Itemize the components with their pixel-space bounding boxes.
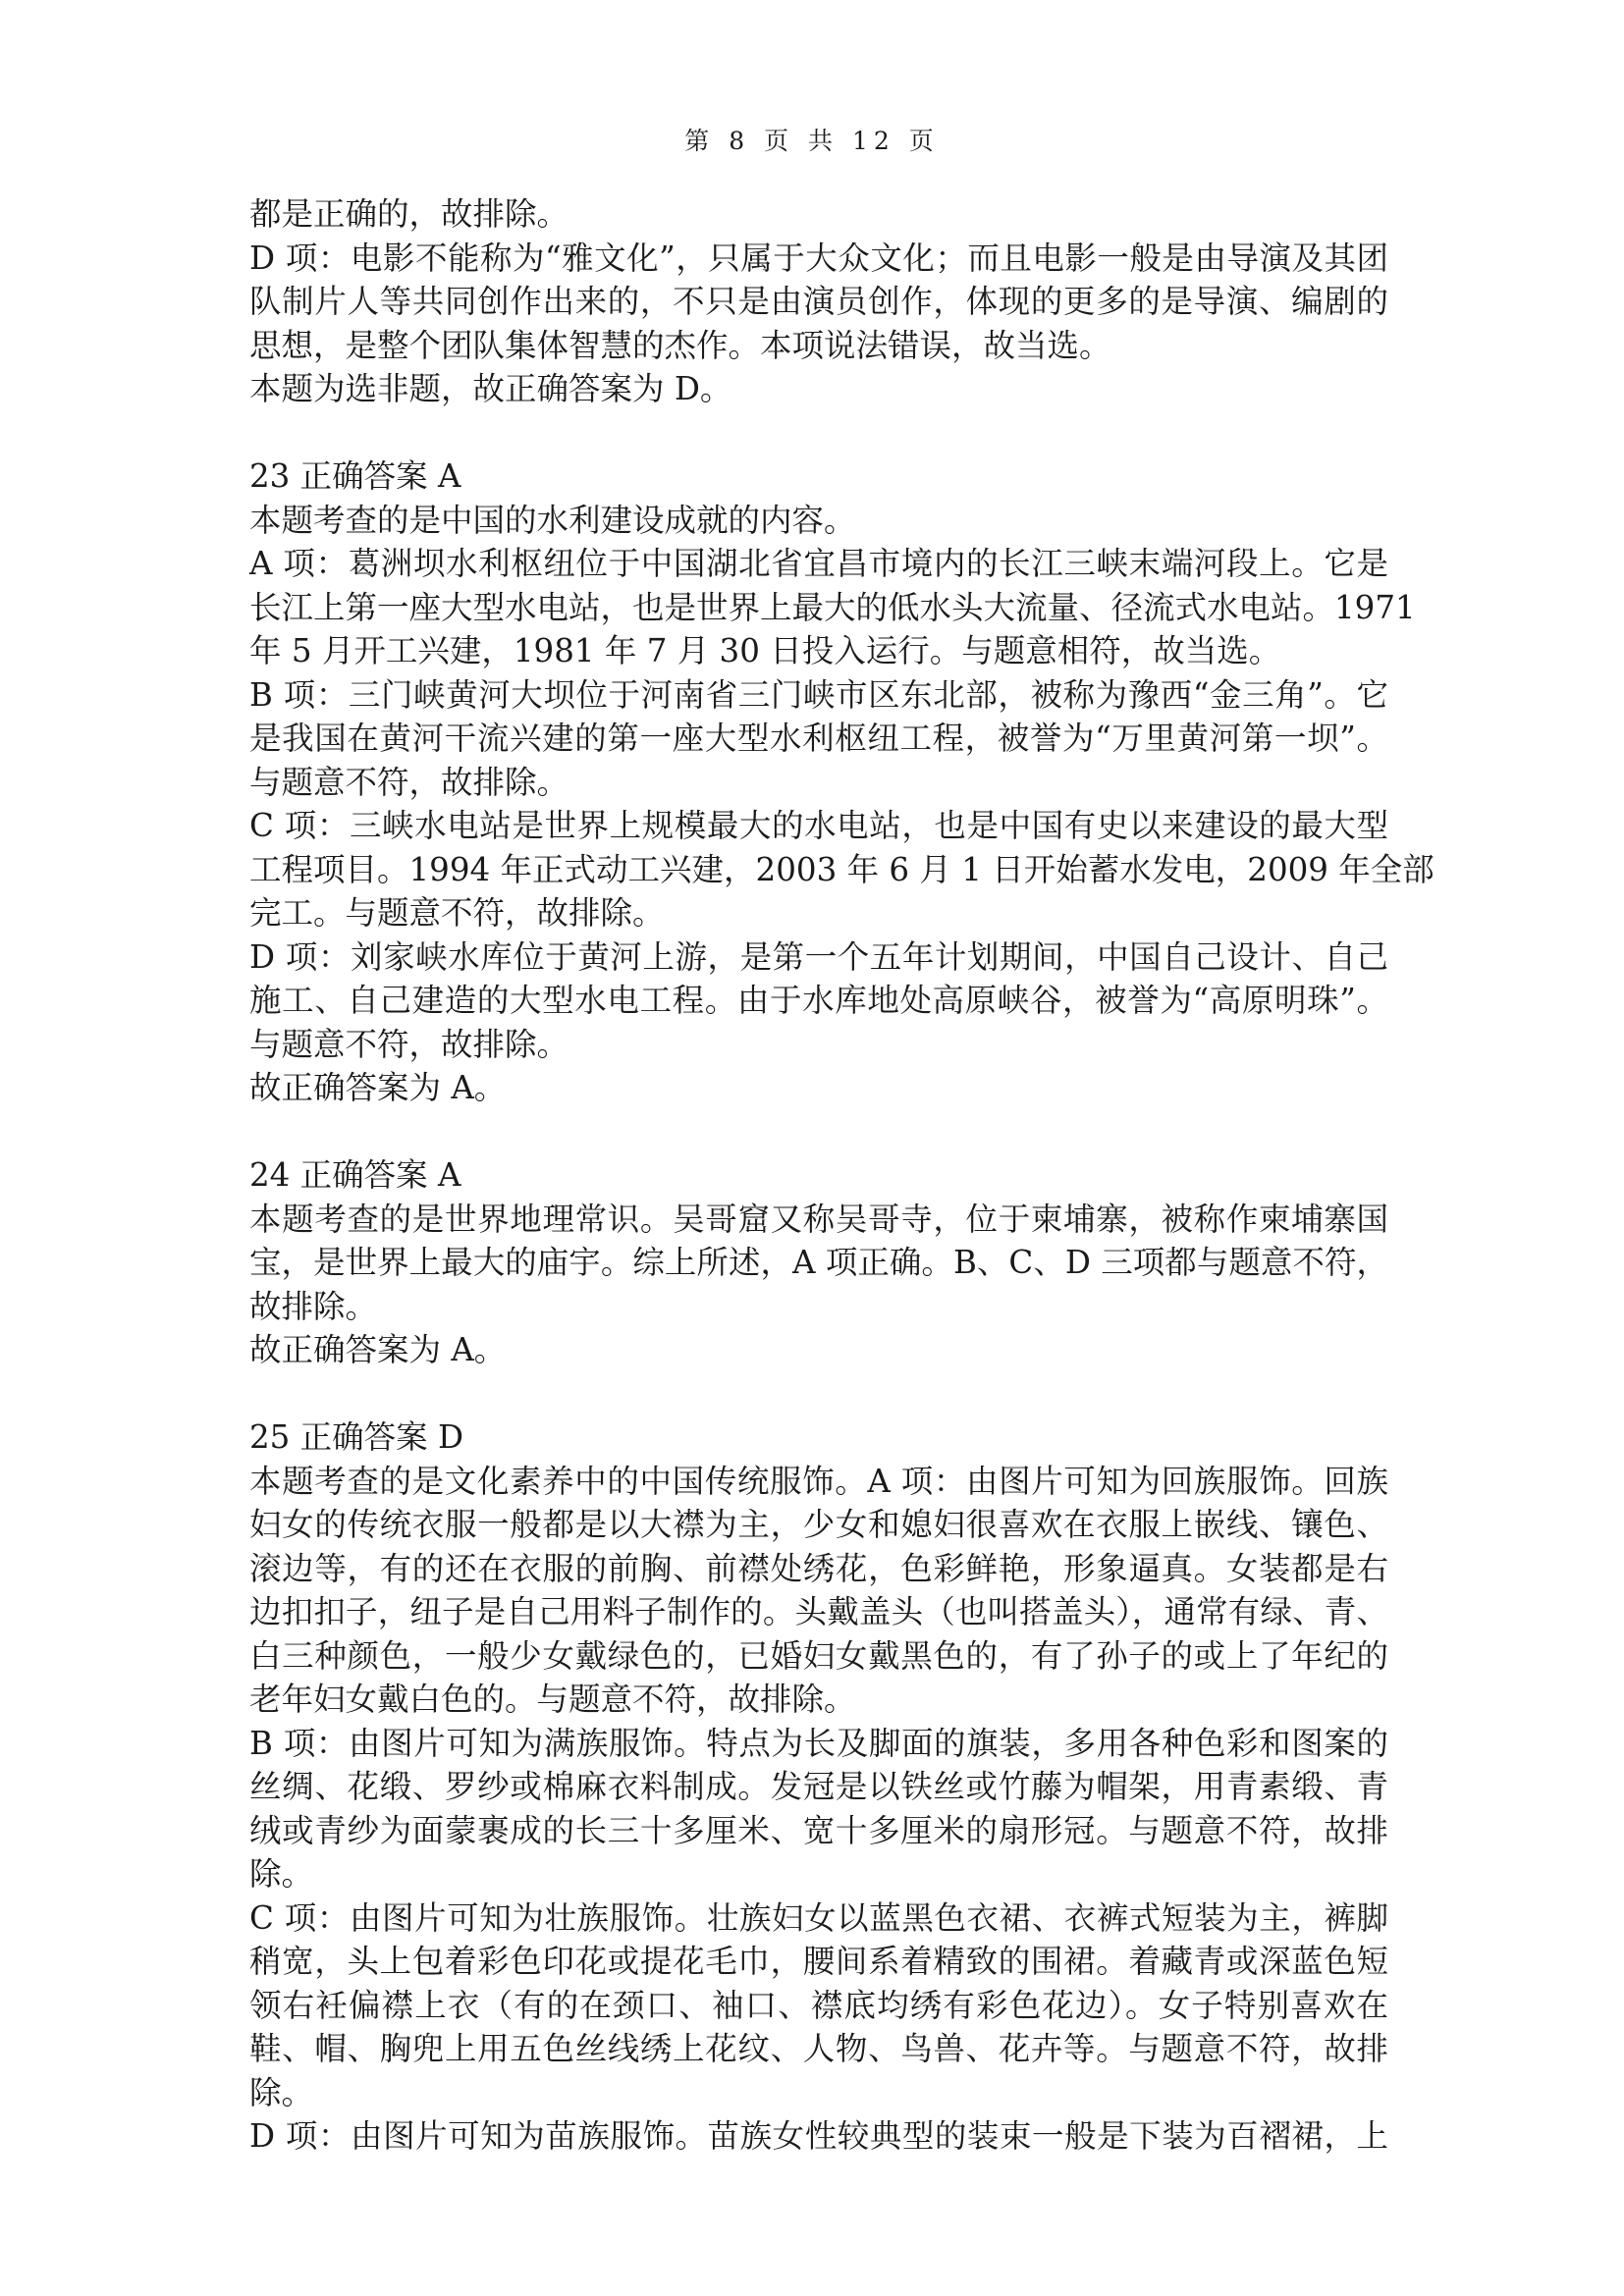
text-line: 领右衽偏襟上衣（有的在颈口、袖口、襟底均绣有彩色花边）。女子特别喜欢在 xyxy=(249,1986,1388,2024)
answer-heading: 24 正确答案 A xyxy=(249,1156,461,1194)
text-line: A 项：葛洲坝水利枢纽位于中国湖北省宜昌市境内的长江三峡末端河段上。它是 xyxy=(249,545,1388,582)
text-line: 故正确答案为 A。 xyxy=(249,1331,507,1368)
text-line: 故排除。 xyxy=(249,1287,378,1325)
text-line: D 项：刘家峡水库位于黄河上游，是第一个五年计划期间，中国自己设计、自己 xyxy=(249,937,1388,976)
page-number-header: 第 8 页 共 12 页 xyxy=(684,127,940,155)
text-line: C 项：三峡水电站是世界上规模最大的水电站，也是中国有史以来建设的最大型 xyxy=(249,807,1388,844)
text-line: 与题意不符，故排除。 xyxy=(249,763,569,801)
text-line: 队制片人等共同创作出来的，不只是由演员创作，体现的更多的是导演、编剧的 xyxy=(249,283,1388,320)
text-line: 与题意不符，故排除。 xyxy=(249,1025,569,1063)
text-line: 完工。与题意不符，故排除。 xyxy=(249,894,665,932)
answer-heading: 25 正确答案 D xyxy=(249,1418,464,1456)
text-line: 绒或青纱为面蒙裹成的长三十多厘米、宽十多厘米的扇形冠。与题意不符，故排 xyxy=(249,1811,1388,1849)
text-line: 本题考查的是世界地理常识。吴哥窟又称吴哥寺，位于柬埔寨，被称作柬埔寨国 xyxy=(249,1200,1388,1238)
text-line: C 项：由图片可知为壮族服饰。壮族妇女以蓝黑色衣裙、衣裤式短装为主，裤脚 xyxy=(249,1898,1388,1937)
answer-heading: 23 正确答案 A xyxy=(249,457,461,495)
text-line: 丝绸、花缎、罗纱或棉麻衣料制成。发冠是以铁丝或竹藤为帽架，用青素缎、青 xyxy=(249,1768,1388,1805)
text-line: 是我国在黄河干流兴建的第一座大型水利枢纽工程，被誉为“万里黄河第一坝”。 xyxy=(249,720,1388,757)
text-line: 思想，是整个团队集体智慧的杰作。本项说法错误，故当选。 xyxy=(249,326,1111,364)
text-line: B 项：三门峡黄河大坝位于河南省三门峡市区东北部，被称为豫西“金三角”。它 xyxy=(249,675,1388,714)
answer-section xyxy=(249,1415,1388,2159)
text-line: D 项：由图片可知为苗族服饰。苗族女性较典型的装束一般是下装为百褶裙，上 xyxy=(249,2117,1388,2155)
text-line: 故正确答案为 A。 xyxy=(249,1069,507,1106)
text-line: 本题为选非题，故正确答案为 D。 xyxy=(249,370,732,407)
text-line: 年 5 月开工兴建，1981 年 7 月 30 日投入运行。与题意相符，故当选。 xyxy=(249,632,1281,669)
text-line: 宝，是世界上最大的庙宇。综上所述，A 项正确。B、C、D 三项都与题意不符， xyxy=(249,1244,1388,1281)
text-line: 除。 xyxy=(249,1855,314,1893)
text-line: D 项：电影不能称为“雅文化”，只属于大众文化；而且电影一般是由导演及其团 xyxy=(249,239,1388,277)
text-line: 都是正确的，故排除。 xyxy=(249,195,569,233)
text-line: 鞋、帽、胸兜上用五色丝线绣上花纹、人物、鸟兽、花卉等。与题意不符，故排 xyxy=(249,2030,1388,2067)
document-body xyxy=(249,192,1435,2159)
answer-section xyxy=(249,1153,1388,1372)
text-line: 白三种颜色，一般少女戴绿色的，已婚妇女戴黑色的，有了孙子的或上了年纪的 xyxy=(249,1636,1388,1675)
text-line: 妇女的传统衣服一般都是以大襟为主，少女和媳妇很喜欢在衣服上嵌线、镶色、 xyxy=(249,1506,1388,1543)
text-line: B 项：由图片可知为满族服饰。特点为长及脚面的旗装，多用各种色彩和图案的 xyxy=(249,1724,1388,1762)
paragraph-gap xyxy=(249,1372,1388,1416)
text-line: 长江上第一座大型水电站，也是世界上最大的低水头大流量、径流式水电站。1971 xyxy=(249,588,1416,626)
answer-section xyxy=(249,454,1435,1110)
text-line: 稍宽，头上包着彩色印花或提花毛巾，腰间系着精致的围裙。着藏青或深蓝色短 xyxy=(249,1943,1388,1980)
text-line: 滚边等，有的还在衣服的前胸、前襟处绣花，色彩鲜艳，形象逼真。女装都是右 xyxy=(249,1549,1388,1587)
text-line: 工程项目。1994 年正式动工兴建，2003 年 6 月 1 日开始蓄水发电，2009 年全部 xyxy=(249,850,1435,888)
text-line: 老年妇女戴白色的。与题意不符，故排除。 xyxy=(249,1681,856,1718)
text-line: 边扣扣子，纽子是自己用料子制作的。头戴盖头（也叫搭盖头），通常有绿、青、 xyxy=(249,1593,1388,1630)
text-line: 除。 xyxy=(249,2073,314,2111)
text-line: 本题考查的是中国的水利建设成就的内容。 xyxy=(249,501,856,539)
text-line: 施工、自己建造的大型水电工程。由于水库地处高原峡谷，被誉为“高原明珠”。 xyxy=(249,982,1388,1019)
paragraph-gap xyxy=(249,411,1388,455)
answer-section xyxy=(249,192,1388,411)
text-line: 本题考查的是文化素养中的中国传统服饰。A 项：由图片可知为回族服饰。回族 xyxy=(249,1462,1388,1500)
paragraph-gap xyxy=(249,1110,1388,1154)
